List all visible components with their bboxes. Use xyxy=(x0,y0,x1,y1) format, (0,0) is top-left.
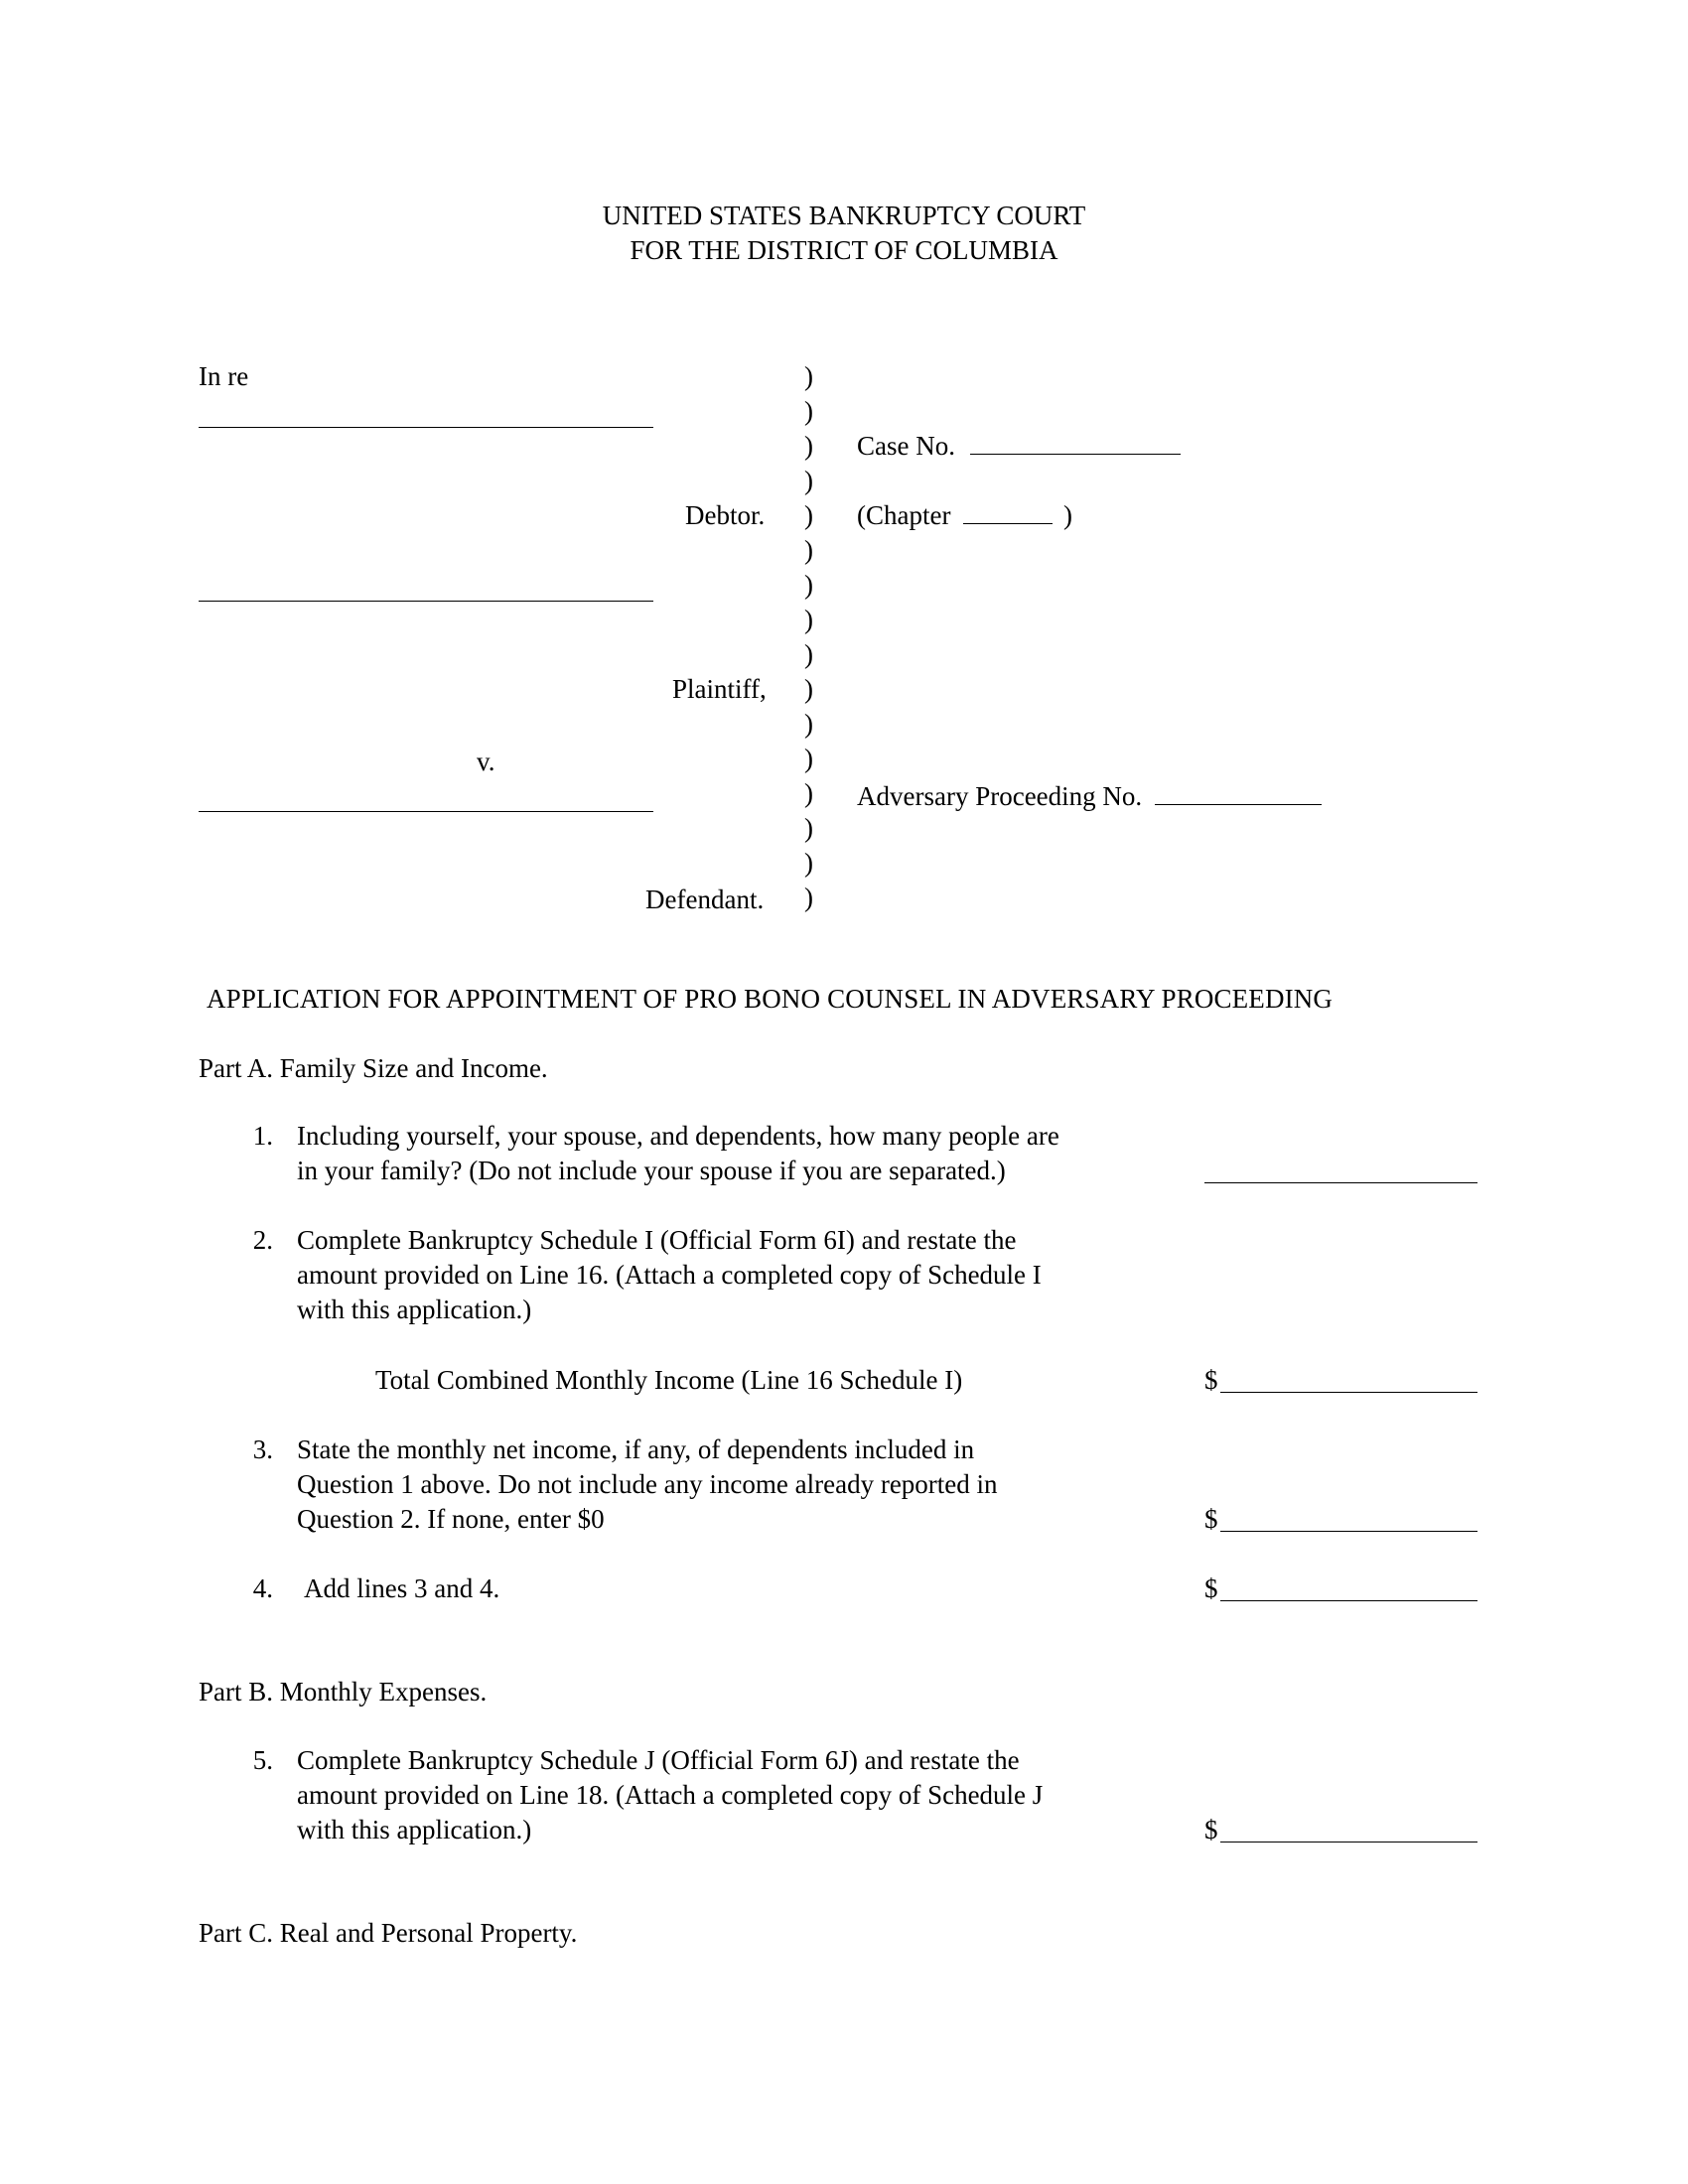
court-district: FOR THE DISTRICT OF COLUMBIA xyxy=(630,235,1058,265)
total-monthly-income-label: Total Combined Monthly Income (Line 16 Schedule I) xyxy=(375,1365,963,1395)
question-1-line: Including yourself, your spouse, and dependents, how many people are xyxy=(297,1121,1059,1151)
bracket-mark: ) xyxy=(804,431,813,461)
question-4-number: 4. xyxy=(252,1573,273,1603)
bracket-mark: ) xyxy=(804,674,813,704)
bracket-mark: ) xyxy=(804,744,813,773)
question-3-line: Question 1 above. Do not include any income already reported in xyxy=(297,1469,998,1499)
bracket-mark: ) xyxy=(804,570,813,600)
question-2-line: Complete Bankruptcy Schedule I (Official Form 6I) and restate the xyxy=(297,1225,1017,1255)
question-5-line: amount provided on Line 18. (Attach a completed copy of Schedule J xyxy=(297,1780,1044,1810)
versus-label: v. xyxy=(477,747,495,776)
question-3-line: Question 2. If none, enter $0 xyxy=(297,1504,605,1534)
caption-bracket xyxy=(804,359,820,915)
case-number xyxy=(857,429,1181,464)
plaintiff-label: Plaintiff, xyxy=(672,674,767,704)
bracket-mark: ) xyxy=(804,396,813,426)
dollar-sign: $ xyxy=(1204,1573,1218,1603)
bracket-mark: ) xyxy=(804,535,813,565)
question-2-number: 2. xyxy=(252,1225,273,1255)
bracket-mark: ) xyxy=(804,500,813,530)
total-monthly-income-field[interactable] xyxy=(1204,1363,1477,1398)
question-5-line: with this application.) xyxy=(297,1815,532,1844)
question-1-text xyxy=(297,1119,1059,1188)
court-name: UNITED STATES BANKRUPTCY COURT xyxy=(602,201,1086,230)
part-a-heading: Part A. Family Size and Income. xyxy=(199,1053,548,1083)
bracket-mark: ) xyxy=(804,361,813,391)
answer-underline xyxy=(1220,1600,1477,1601)
dollar-sign: $ xyxy=(1204,1365,1218,1395)
income-sum-field[interactable] xyxy=(1204,1571,1477,1606)
question-4-text xyxy=(304,1571,499,1606)
answer-underline xyxy=(1204,1182,1477,1183)
adversary-number-label: Adversary Proceeding No. xyxy=(857,781,1143,811)
question-5-line: Complete Bankruptcy Schedule J (Official Form 6J) and restate the xyxy=(297,1745,1020,1775)
in-re-label: In re xyxy=(199,361,249,391)
bracket-mark: ) xyxy=(804,466,813,495)
dependents-income-field[interactable] xyxy=(1204,1502,1477,1537)
case-number-label: Case No. xyxy=(857,431,955,461)
question-1-number: 1. xyxy=(252,1121,273,1151)
plaintiff-name-field[interactable] xyxy=(199,601,653,602)
bracket-mark: ) xyxy=(804,848,813,878)
bracket-mark: ) xyxy=(804,605,813,634)
bracket-mark: ) xyxy=(804,709,813,739)
debtor-name-field[interactable] xyxy=(199,427,653,428)
question-2-line: amount provided on Line 16. (Attach a completed copy of Schedule I xyxy=(297,1260,1042,1290)
family-size-field[interactable] xyxy=(1204,1154,1477,1188)
question-4-line: Add lines 3 and 4. xyxy=(304,1573,500,1603)
bracket-mark: ) xyxy=(804,639,813,669)
question-3-line: State the monthly net income, if any, of dependents included in xyxy=(297,1434,975,1464)
question-1-line: in your family? (Do not include your spouse if you are separated.) xyxy=(297,1156,1006,1185)
answer-underline xyxy=(1220,1531,1477,1532)
defendant-label: Defendant. xyxy=(645,885,765,914)
chapter xyxy=(857,498,1072,533)
chapter-field[interactable] xyxy=(963,501,1053,524)
chapter-close: ) xyxy=(1062,500,1072,530)
question-2-text xyxy=(297,1223,1042,1327)
debtor-label: Debtor. xyxy=(685,500,766,530)
answer-underline xyxy=(1220,1842,1477,1843)
part-c-heading: Part C. Real and Personal Property. xyxy=(199,1918,578,1948)
chapter-label: (Chapter xyxy=(857,500,951,530)
bracket-mark: ) xyxy=(804,883,813,912)
adversary-number xyxy=(857,779,1322,814)
dollar-sign: $ xyxy=(1204,1504,1218,1534)
dollar-sign: $ xyxy=(1204,1815,1218,1844)
question-2-line: with this application.) xyxy=(297,1295,532,1324)
court-header xyxy=(0,199,1688,268)
question-3-text xyxy=(297,1433,998,1537)
answer-underline xyxy=(1220,1392,1477,1393)
case-number-field[interactable] xyxy=(970,432,1181,455)
defendant-name-field[interactable] xyxy=(199,811,653,812)
question-3-number: 3. xyxy=(252,1434,273,1464)
bracket-mark: ) xyxy=(804,778,813,808)
monthly-expenses-field[interactable] xyxy=(1204,1813,1477,1847)
question-5-number: 5. xyxy=(252,1745,273,1775)
part-b-heading: Part B. Monthly Expenses. xyxy=(199,1677,488,1706)
adversary-number-field[interactable] xyxy=(1155,782,1322,805)
bracket-mark: ) xyxy=(804,813,813,843)
document-title: APPLICATION FOR APPOINTMENT OF PRO BONO COUNSEL IN ADVERSARY PROCEEDING xyxy=(207,984,1334,1014)
question-5-text xyxy=(297,1743,1043,1847)
